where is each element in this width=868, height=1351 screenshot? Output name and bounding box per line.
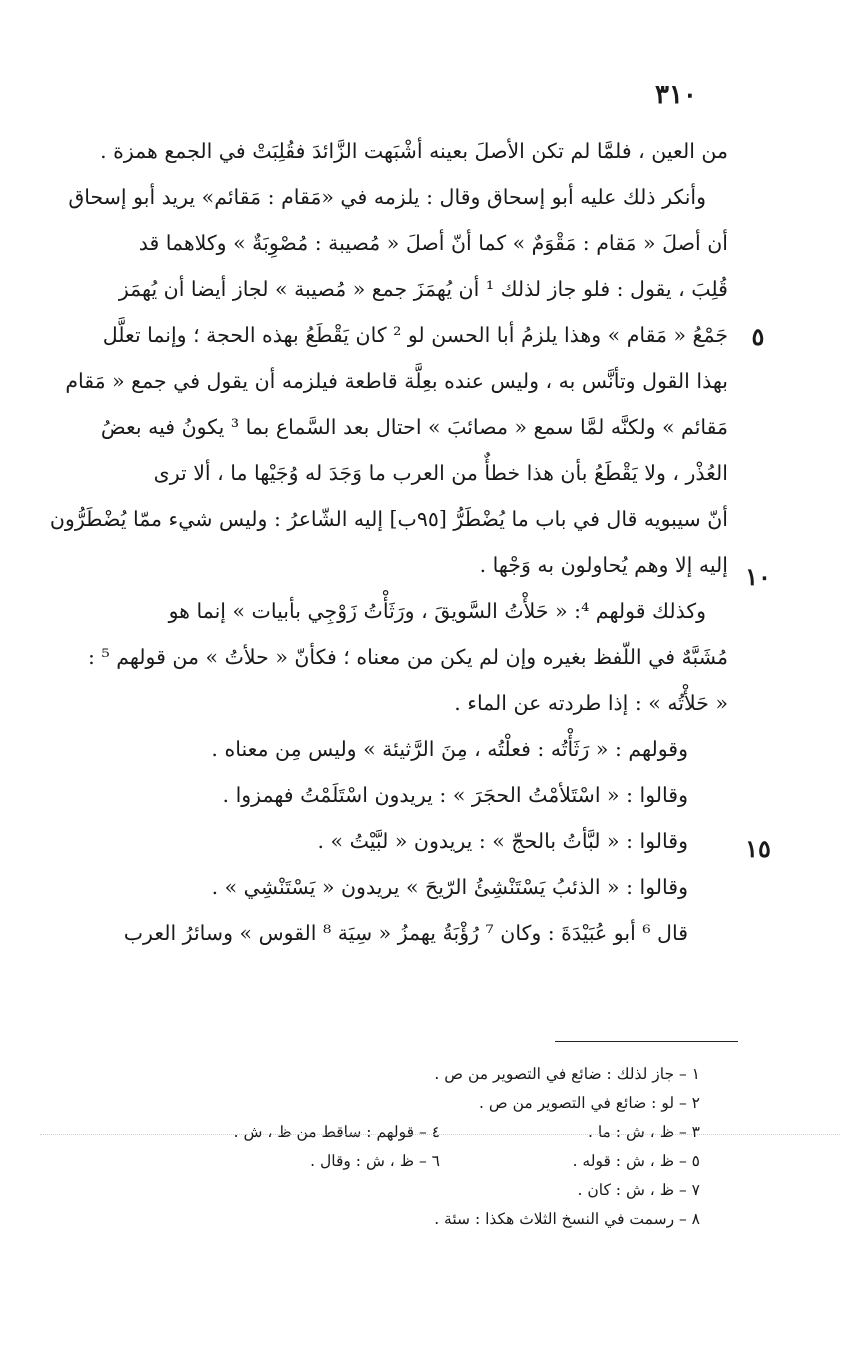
footnote: ٦ – ظ ، ش : وقال . (310, 1152, 440, 1170)
line-number-5: ٥ (751, 322, 765, 351)
footnote: ٣ – ظ ، ش : ما . (588, 1123, 700, 1141)
text-line: وكذلك قولهم ⁴: « حَلأْتُ السَّويقَ ، ورَثَأْتُ زَوْجِي بأبيات » إنما هو (168, 599, 706, 623)
text-line: جَمْعُ « مَقام » وهذا يلزمُ أبا الحسن لو ² كان يَقْطَعُ بهذه الحجة ؛ وإنما تعلَّل (102, 323, 728, 347)
footnote: ٨ – رسمت في النسخ الثلاث هكذا : سئة . (434, 1210, 700, 1228)
text-line: وقولهم : « رَثَأْتُه : فعلْتُه ، مِنَ الرَّثيئة » وليس مِن معناه . (211, 737, 688, 761)
scan-artifact-dots (40, 1134, 840, 1135)
text-line: قُلِبَ ، يقول : فلو جاز لذلك ¹ أن يُهمَزَ جمع « مُصيبة » لجاز أيضا أن يُهمَز (118, 277, 728, 301)
text-line: وقالوا : « لبَّأتُ بالحجّ » : يريدون « لبَّيْتُ » . (317, 829, 688, 853)
footnote: ١ – جاز لذلك : ضائع في التصوير من ص . (434, 1065, 700, 1083)
footnote: ٥ – ظ ، ش : قوله . (572, 1152, 700, 1170)
footnote: ٧ – ظ ، ش : كان . (577, 1181, 700, 1199)
footnote: ٢ – لو : ضائع في التصوير من ص . (479, 1094, 700, 1112)
text-line: من العين ، فلمَّا لم تكن الأصلَ بعينه أشْبَهت الزَّائدَ فقُلِبَتْ في الجمع همزة . (100, 139, 728, 163)
text-line: العُذْر ، ولا يَقْطَعُ بأن هذا خطأٌ من العرب ما وَجَدَ له وُجَيْها ما ، ألا ترى (153, 461, 728, 485)
text-line: « حَلأْتُه » : إذا طردته عن الماء . (454, 691, 728, 715)
footnotes (150, 1060, 700, 1234)
text-line: وقالوا : « الذئبُ يَسْتَنْشِئُ الرّيحَ » يريدون « يَسْتَنْشِي » . (211, 875, 688, 899)
text-line: قال ⁶ أبو عُبَيْدَةَ : وكان ⁷ رُؤْبَةُ يهمزُ « سِيَة ⁸ القوس » وسائرُ العرب (123, 921, 688, 945)
main-text (30, 128, 728, 956)
page-number: ٣١٠ (655, 80, 697, 110)
footnote: ٤ – قولهم : ساقط من ظ ، ش . (233, 1123, 440, 1141)
footnote-divider (555, 1041, 738, 1042)
text-line: مَقائم » ولكنَّه لمَّا سمع « مصائبَ » احتال بعد السَّماع بما ³ يكونُ فيه بعضُ (100, 415, 728, 439)
text-line: بهذا القول وتأنَّس به ، وليس عنده بعِلَّة قاطعة فيلزمه أن يقول في جمع « مَقام (65, 369, 728, 393)
text-line: أنّ سيبويه قال في باب ما يُضْطَرُّ [٩٥ب] إليه الشّاعرُ : وليس شيء ممّا يُضْطَرُّون (49, 507, 728, 531)
text-line: إليه إلا وهم يُحاولون به وَجْها . (479, 553, 728, 577)
text-line: أن أصلَ « مَقام : مَقْوَمٌ » كما أنّ أصلَ « مُصيبة : مُصْوِبَةٌ » وكلاهما قد (138, 231, 728, 255)
line-number-10: ١٠ (745, 562, 771, 591)
text-line: وأنكر ذلك عليه أبو إسحاق وقال : يلزمه في «مَقام : مَقائم» يريد أبو إسحاق (68, 185, 706, 209)
text-line: وقالوا : « اسْتَلأمْتُ الحجَرَ » : يريدون اسْتَلَمْتُ فهمزوا . (222, 783, 688, 807)
line-number-15: ١٥ (745, 834, 771, 863)
text-line: مُشَبَّهٌ في اللّفظ بغيره وإن لم يكن من معناه ؛ فكأنّ « حلأتُ » من قولهم ⁵ : (88, 645, 728, 669)
